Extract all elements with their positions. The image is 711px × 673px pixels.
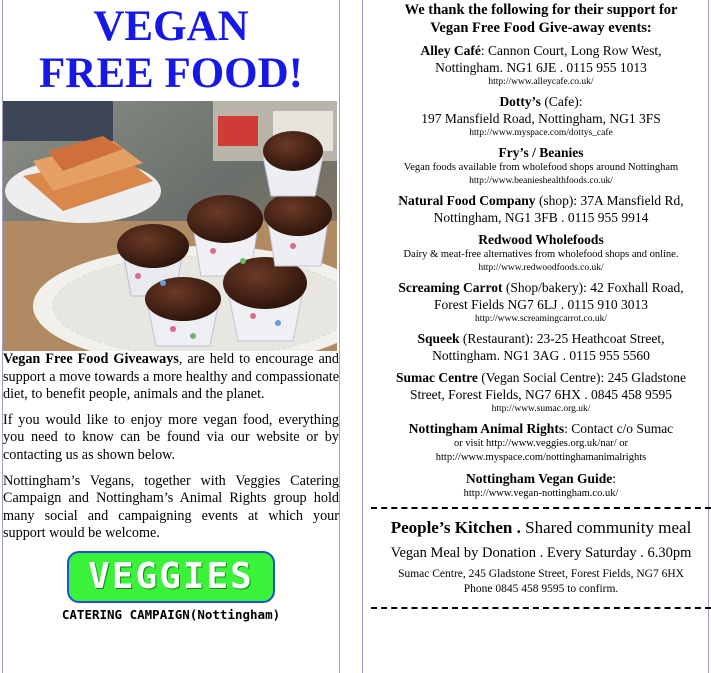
website-paragraph: If you would like to enjoy more vegan food, everything you need to know can be found via our website or by contacting us as shown below. — [3, 411, 339, 463]
supporter-address-line: Nottingham. NG1 3AG . 0115 955 5560 — [432, 348, 650, 363]
supporter-address: (Restaurant): 23-25 Heathcoat Street, — [459, 331, 665, 346]
supporter-name: Natural Food Company — [398, 193, 536, 208]
supporter-screaming-carrot — [371, 279, 711, 325]
cupcakes-image — [3, 101, 337, 351]
supporter-name: Nottingham Animal Rights — [408, 421, 565, 436]
supporter-name: Sumac Centre — [396, 370, 478, 385]
events-paragraph: Nottingham’s Vegans, together with Veggies Catering Campaign and Nottingham’s Animal Rights group hold many social and campaigning events at which your support would be welcome. — [3, 472, 339, 542]
supporter-url[interactable]: http://www.redwoodfoods.co.uk/ — [478, 263, 604, 273]
page-title — [3, 3, 339, 97]
supporter-url[interactable]: http://www.screamingcarrot.co.uk/ — [474, 314, 608, 324]
supporter-type: (Cafe): — [540, 94, 583, 109]
supporter-address-line: Street, Forest Fields, NG7 6HX . 0845 458 9595 — [409, 387, 673, 402]
supporter-name: Dotty’s — [499, 94, 541, 109]
supporter-address: : Cannon Court, Long Row West, — [480, 43, 662, 58]
thanks-line-1: We thank the following for their support for — [404, 2, 678, 18]
intro-paragraph — [3, 351, 339, 404]
supporter-name: Screaming Carrot — [398, 280, 503, 295]
supporter-address-line: 197 Mansfield Road, Nottingham, NG1 3FS — [421, 111, 661, 126]
peoples-kitchen-heading — [371, 517, 711, 539]
supporter-address-line: Nottingham, NG1 3FB . 0115 955 9914 — [433, 210, 649, 225]
peoples-kitchen-tagline: Shared community meal — [520, 518, 692, 537]
title-line-1: VEGAN — [93, 3, 249, 50]
title-line-2: FREE FOOD! — [39, 50, 303, 97]
thanks-line-2: Vegan Free Food Give-away events: — [430, 20, 652, 36]
supporter-description: Dairy & meat-free alternatives from wholefood shops and online. — [403, 249, 679, 260]
center-fold-line-right — [362, 0, 363, 673]
peoples-kitchen-phone: Phone 0845 458 9595 to confirm. — [463, 583, 619, 595]
thanks-heading — [371, 1, 711, 37]
intro-paragraph-rest: , are held to encourage and support a move towards a more healthy and compassionate diet, to benefit people, animals and the planet. — [3, 351, 339, 403]
supporter-url[interactable]: http://www.beanieshealthfoods.co.uk/ — [469, 176, 613, 186]
dashed-divider-top — [371, 507, 711, 509]
supporter-url[interactable]: http://www.sumac.org.uk/ — [491, 404, 591, 414]
supporter-name: Fry’s / Beanies — [498, 145, 584, 160]
supporter-address: (Vegan Social Centre): 245 Gladstone — [477, 370, 686, 385]
supporter-address: (Shop/bakery): 42 Foxhall Road, — [502, 280, 684, 295]
supporter-redwood-wholefoods — [371, 231, 711, 274]
supporter-myspace-url[interactable]: http://www.myspace.com/nottinghamanimalrights — [435, 452, 647, 463]
supporter-nottingham-vegan-guide — [371, 470, 711, 501]
supporter-name: Nottingham Vegan Guide — [465, 471, 613, 486]
supporter-description: Vegan foods available from wholefood shops around Nottingham — [403, 162, 679, 173]
cupcakes-photo — [3, 101, 337, 351]
supporter-name: Squeek — [417, 331, 460, 346]
dashed-divider-bottom — [371, 607, 711, 609]
supporter-contact: : Contact c/o Sumac — [564, 421, 674, 436]
supporter-name: Alley Café — [420, 43, 481, 58]
giveaways-bold: Vegan Free Food Giveaways — [3, 351, 179, 367]
supporter-natural-food-company — [371, 192, 711, 226]
center-fold-line-left — [339, 0, 340, 673]
left-column — [3, 0, 339, 622]
supporter-frys-beanies — [371, 144, 711, 187]
peoples-kitchen-address: Sumac Centre, 245 Gladstone Street, Forest Fields, NG7 6HX — [398, 568, 684, 580]
supporter-address: (shop): 37A Mansfield Rd, — [535, 193, 684, 208]
supporter-url[interactable]: http://www.alleycafe.co.uk/ — [488, 77, 594, 87]
veggies-logo-subtitle: CATERING CAMPAIGN(Nottingham) — [61, 606, 281, 622]
supporter-name: Redwood Wholefoods — [478, 232, 604, 247]
supporter-colon: : — [612, 471, 617, 486]
supporter-url[interactable]: http://www.myspace.com/dottys_cafe — [469, 128, 613, 138]
supporter-nottingham-animal-rights — [371, 420, 711, 465]
supporter-dottys — [371, 93, 711, 139]
peoples-kitchen-schedule: Vegan Meal by Donation . Every Saturday . 6.30pm — [390, 545, 692, 561]
supporter-sumac-centre — [371, 369, 711, 415]
supporter-squeek — [371, 330, 711, 364]
supporter-alley-cafe — [371, 42, 711, 88]
veggies-logo: VEGGIES — [67, 551, 275, 603]
supporter-address-line: Forest Fields NG7 6LJ . 0115 910 3013 — [433, 297, 648, 312]
supporter-url[interactable]: http://www.vegan-nottingham.co.uk/ — [463, 488, 619, 499]
right-column — [371, 0, 711, 609]
supporter-address-line: Nottingham. NG1 6JE . 0115 955 1013 — [435, 60, 647, 75]
peoples-kitchen-name: People’s Kitchen . — [390, 518, 521, 537]
supporter-contact-line: or visit http://www.veggies.org.uk/nar/ or — [453, 438, 629, 449]
